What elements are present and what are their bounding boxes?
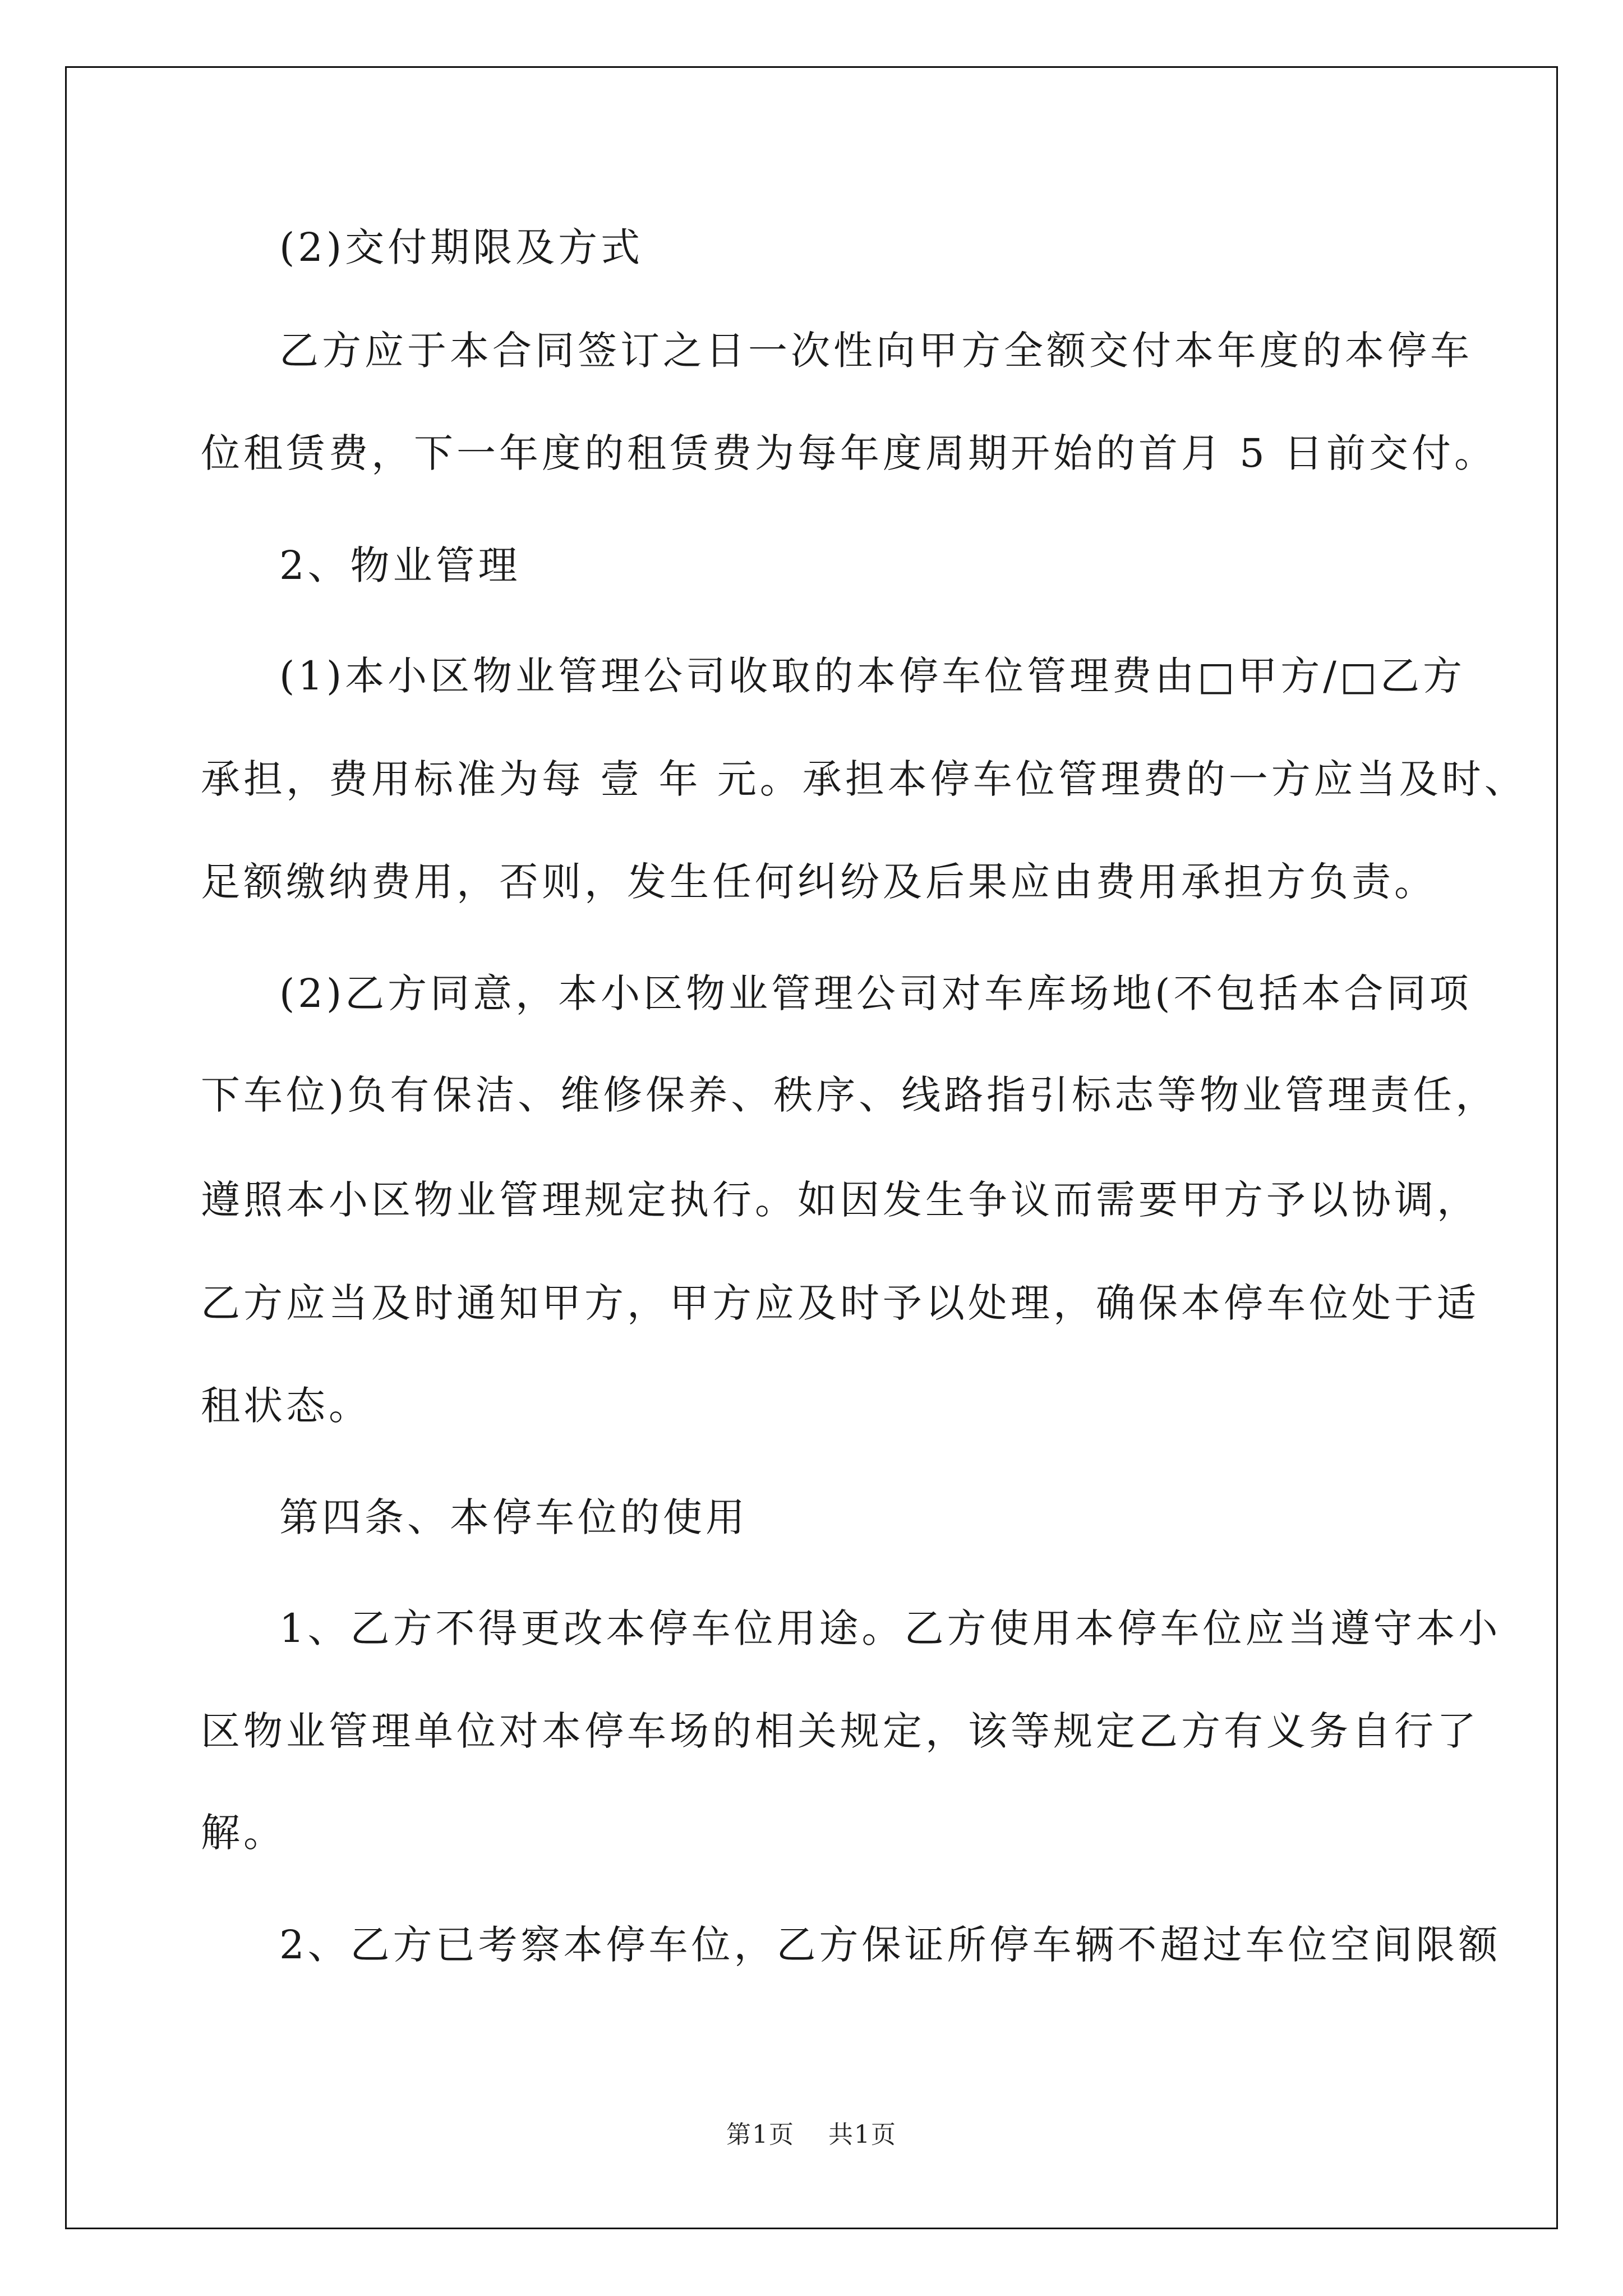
text-line-2: 乙方应于本合同签订之日一次性向甲方全额交付本年度的本停车 (279, 328, 1473, 374)
page-footer (0, 2118, 1623, 2152)
text-line-4: 2、物业管理 (279, 542, 521, 588)
page-border (65, 66, 1558, 2229)
text-line-9: 下车位)负有保洁、维修保养、秩序、线路指引标志等物业管理责任， (201, 1072, 1498, 1118)
text-line-3: 位租赁费，下一年度的租赁费为每年度周期开始的首月 5 日前交付。 (201, 430, 1497, 476)
text-line-13: 第四条、本停车位的使用 (279, 1494, 748, 1540)
text-line-1: (2)交付期限及方式 (279, 224, 644, 270)
text-line-11: 乙方应当及时通知甲方，甲方应及时予以处理，确保本停车位处于适 (201, 1280, 1479, 1326)
text-line-12: 租状态。 (201, 1383, 371, 1429)
page-number: 第1页 (726, 2120, 795, 2149)
text-line-7: 足额缴纳费用，否则，发生任何纠纷及后果应由费用承担方负责。 (201, 859, 1437, 905)
page-total: 共1页 (828, 2120, 897, 2149)
text-line-6: 承担，费用标准为每 壹 年 元。承担本停车位管理费的一方应当及时、 (201, 756, 1527, 802)
text-line-14: 1、乙方不得更改本停车位用途。乙方使用本停车位应当遵守本小 (279, 1605, 1501, 1651)
text-line-5: (1)本小区物业管理公司收取的本停车位管理费由□甲方/□乙方 (279, 653, 1466, 699)
text-line-8: (2)乙方同意，本小区物业管理公司对车库场地(不包括本合同项 (279, 970, 1472, 1016)
text-line-17: 2、乙方已考察本停车位，乙方保证所停车辆不超过车位空间限额 (279, 1922, 1501, 1968)
text-line-16: 解。 (201, 1810, 286, 1856)
text-line-10: 遵照本小区物业管理规定执行。如因发生争议而需要甲方予以协调， (201, 1177, 1479, 1223)
text-line-15: 区物业管理单位对本停车场的相关规定，该等规定乙方有义务自行了 (201, 1708, 1479, 1754)
